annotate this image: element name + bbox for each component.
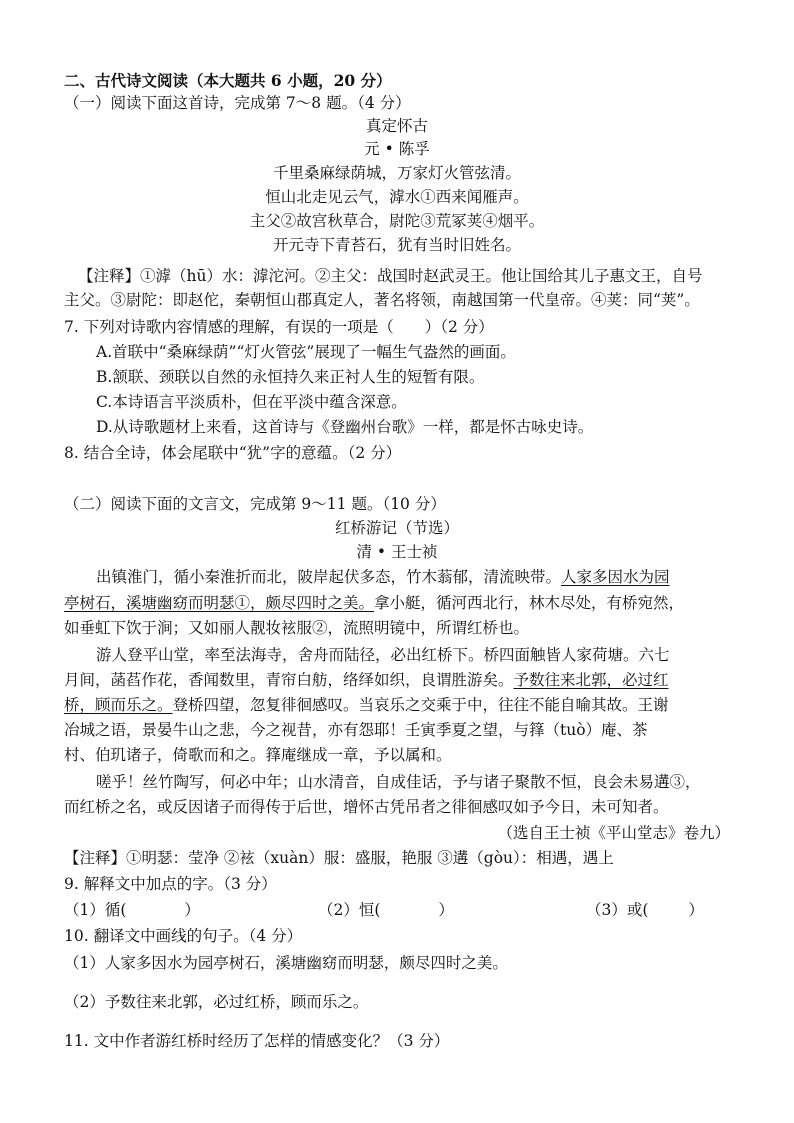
question-10-sub-2: （2）予数往来北郭，必过红桥，顾而乐之。 <box>64 993 369 1011</box>
passage-p2-line-2 <box>64 669 669 691</box>
poem-author: 元 • 陈孚 <box>364 140 430 158</box>
passage-p2-line-4: 冶城之语，景晏牛山之悲，今之视昔，亦有怨耶！壬寅季夏之望，与箨（tuò）庵、茶 <box>64 721 648 739</box>
question-7-option-a: A.首联中“桑麻绿荫”“灯火管弦”展现了一幅生气盎然的画面。 <box>96 343 516 361</box>
passage-p2-line-1: 游人登平山堂，率至法海寺，舍舟而陆径，必出红桥下。桥四面触皆人家荷塘。六七 <box>96 646 670 664</box>
poem-title: 真定怀古 <box>365 117 428 135</box>
passage-author: 清 • 王士祯 <box>356 543 438 561</box>
poem-line-1: 千里桑麻绿荫城，万家灯火管弦清。 <box>272 164 521 182</box>
passage-p3-line-2: 而红桥之名，或反因诸子而得传于后世，增怀古凭吊者之徘徊感叹如予今日，未可知者。 <box>64 798 669 816</box>
question-7-option-b: B.颔联、颈联以自然的永恒持久来正衬人生的短暂有限。 <box>96 368 485 386</box>
poem-line-2: 恒山北走见云气，滹水①西来闻雁声。 <box>265 188 529 206</box>
passage-p1-line-3: 如垂虹下饮于涧；又如丽人靓妆袨服②，流照明镜中，所谓红桥也。 <box>64 619 530 637</box>
question-7: 7. 下列对诗歌内容情感的理解，有误的一项是（ ）（2 分） <box>64 318 494 336</box>
question-7-option-c: C.本诗语言平淡质朴，但在平淡中蕴含深意。 <box>96 393 407 411</box>
passage-text: 出镇淮门，循小秦淮折而北，陂岸起伏多态，竹木蓊郁，清流映带。 <box>96 568 562 586</box>
underlined-sentence-2: 予数往来北郭，必过红 <box>513 671 669 689</box>
question-7-option-d: D.从诗歌题材上来看，这首诗与《登幽州台歌》一样，都是怀古咏史诗。 <box>96 418 594 436</box>
question-8: 8. 结合全诗，体会尾联中“犹”字的意蕴。（2 分） <box>64 444 402 462</box>
question-9: 9. 解释文中加点的字。（3 分） <box>64 875 277 893</box>
passage-text: 登桥四望，忽复徘徊感叹。当哀乐之交乘于中，往往不能自喻其故。王谢 <box>172 696 669 714</box>
poem-line-3: 主父②故宫秋草合，尉陀③荒冢荚④烟平。 <box>249 212 545 230</box>
question-10-sub-1: （1）人家多因水为园亭树石，溪塘幽窈而明瑟，颇尽四时之美。 <box>64 954 508 972</box>
underlined-sentence-1-cont: 亭树石，溪塘幽窈而明瑟①，颇尽四时之美。 <box>64 594 375 612</box>
passage-source: （选自王士祯《平山堂志》卷九） <box>497 824 730 842</box>
poem-note-line-2: 主父。③尉陀：即赵佗，秦朝恒山郡真定人，著名将领，南越国第一代皇帝。④荚：同“荚”。 <box>64 291 700 309</box>
question-9-item-1: （1）循( ） <box>64 901 200 919</box>
passage-p2-line-3 <box>64 694 669 716</box>
passage-text: 拿小艇，循河西北行，林木尽处，有桥宛然， <box>374 594 685 612</box>
passage-text: 月间，菡萏作花，香闻数里，青帘白舫，络绎如织，良谓胜游矣。 <box>64 671 514 689</box>
poem-line-4: 开元寺下青苔石，犹有当时旧姓名。 <box>272 236 521 254</box>
passage-p3-line-1: 嗟乎！丝竹陶写，何必中年；山水清音，自成佳话，予与诸子聚散不恒，良会未易遘③， <box>96 773 701 791</box>
part1-header: （一）阅读下面这首诗，完成第 7～8 题。（4 分） <box>64 94 411 112</box>
question-9-item-2: （2）恒( ） <box>318 901 454 919</box>
passage-p1-line-1 <box>96 566 670 588</box>
passage-p1-line-2 <box>64 592 684 614</box>
passage-title: 红桥游记（节选） <box>334 519 459 537</box>
question-9-item-3: （3）或( ） <box>586 901 704 919</box>
passage-notes: 【注释】①明瑟：莹净 ②袨（xuàn）服：盛服，艳服 ③遘（gòu）：相遇，遇上 <box>64 849 614 867</box>
passage-p2-line-5: 村、伯玑诸子，倚歌而和之。箨庵继成一章，予以属和。 <box>64 746 452 764</box>
section-title: 二、古代诗文阅读（本大题共 6 小题，20 分） <box>64 71 392 90</box>
part2-header: （二）阅读下面的文言文，完成第 9～11 题。（10 分） <box>64 495 446 513</box>
question-11: 11. 文中作者游红桥时经历了怎样的情感变化？（3 分） <box>64 1032 450 1050</box>
underlined-sentence-1: 人家多因水为园 <box>561 568 670 586</box>
underlined-sentence-2-cont: 桥，顾而乐之。 <box>64 696 173 714</box>
poem-note-line-1: 【注释】①滹（hū）水：滹沱河。②主父：战国时赵武灵王。他让国给其儿子惠文王，自号 <box>78 267 703 285</box>
question-10: 10. 翻译文中画线的句子。（4 分） <box>64 927 303 945</box>
